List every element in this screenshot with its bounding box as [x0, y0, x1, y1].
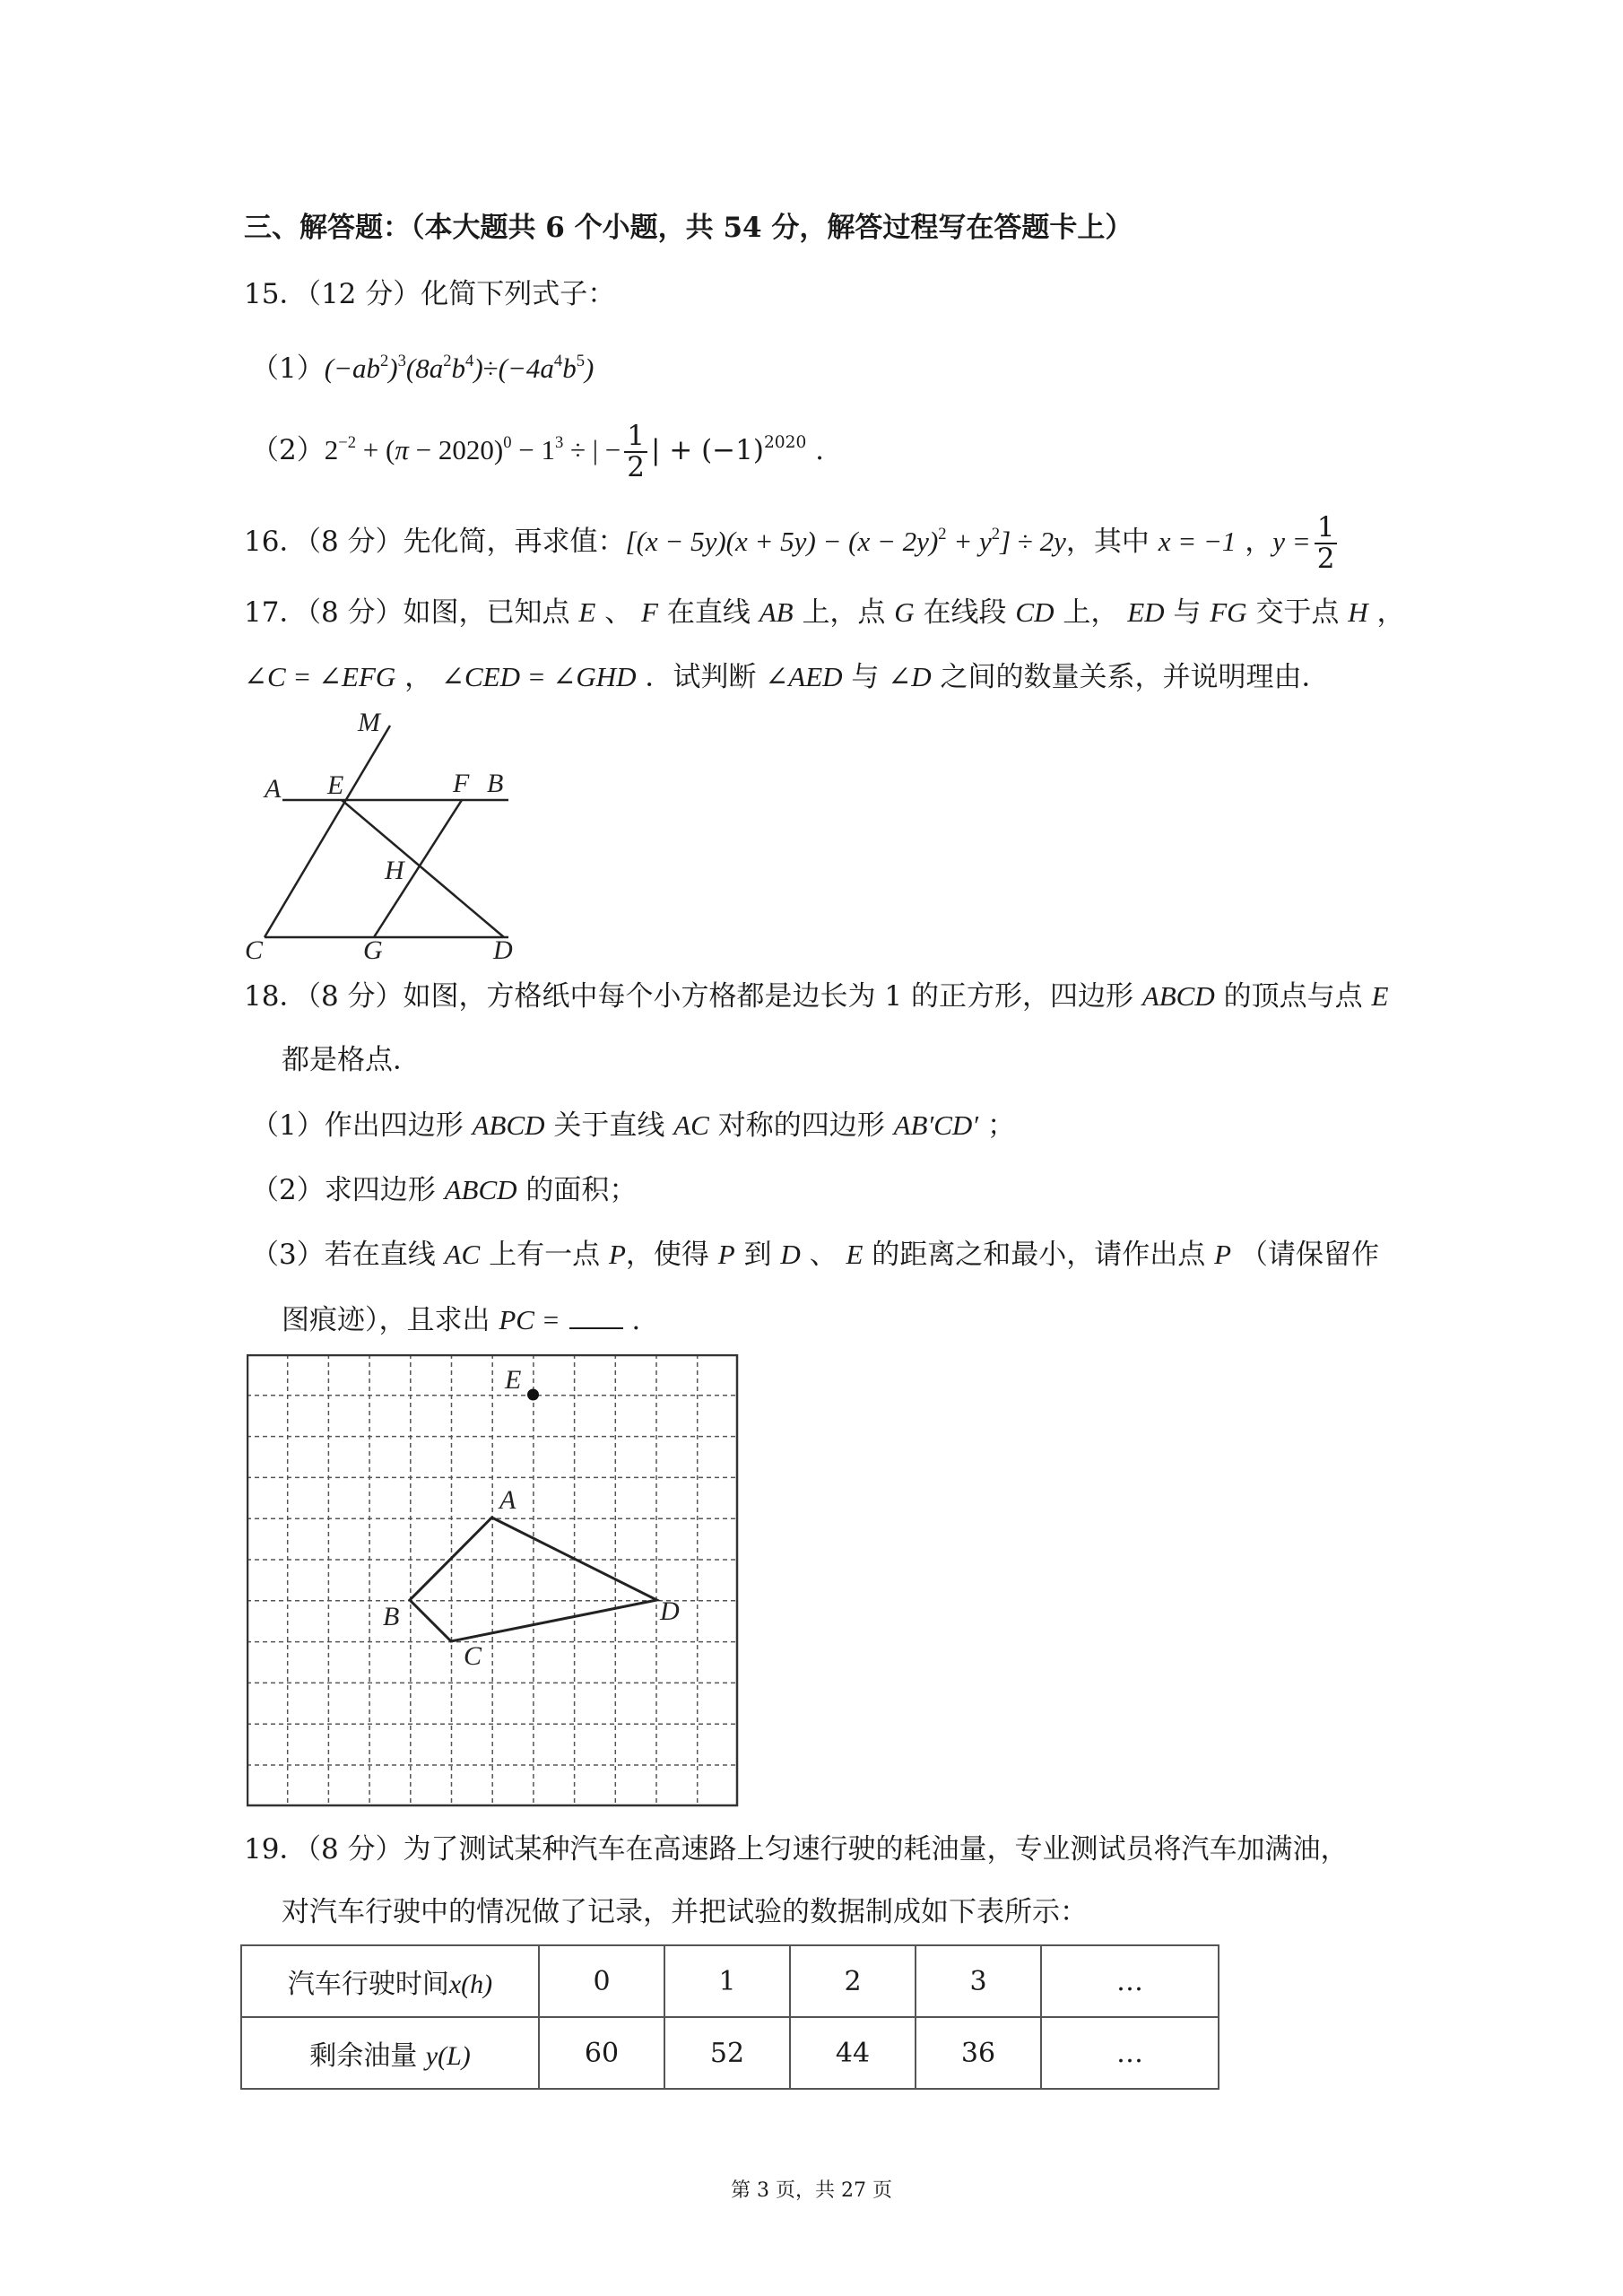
- table-cell: 0: [539, 1945, 664, 2017]
- grid-label-C: C: [464, 1641, 482, 1671]
- page-footer: 第 3 页，共 27 页: [731, 2179, 892, 2202]
- q18-part3-line2: 图痕迹），且求出 PC = .: [282, 1303, 641, 1336]
- table-cell: 52: [664, 2017, 790, 2089]
- section-title: 三、解答题：（本大题共 6 个小题，共 54 分，解答过程写在答题卡上）: [244, 212, 1133, 244]
- q18-grid-figure: [247, 1354, 740, 1807]
- grid-label-D: D: [660, 1596, 680, 1626]
- label-F: F: [453, 769, 470, 798]
- table-cell: 2: [790, 1945, 916, 2017]
- q18-part2: （2）求四边形 ABCD 的面积；: [251, 1174, 638, 1206]
- q15-header: 15．（12 分）化简下列式子：: [244, 278, 616, 310]
- q15-part2: $(2)2^{-2} + (\pi - 2020)^0 - 1^3$ ÷ | − $\frac{1}{2}$ | + $(-1)^{2020}$ .: [251, 420, 825, 483]
- q16-line: 16．（8 分）先化简，再求值：$[(x - 5y)(x + 5y) - (x - 2y)^2 + y^2] \div 2y$，其中 x = −1 ，y = $\frac{1}{2}$: [244, 513, 1341, 573]
- table-header-cell: 汽车行驶时间x(h): [241, 1945, 539, 2017]
- grid-label-E: E: [505, 1365, 522, 1395]
- label-M: M: [358, 708, 380, 737]
- grid-label-A: A: [499, 1485, 516, 1515]
- table-cell: 3: [916, 1945, 1041, 2017]
- q19-line1: 19．（8 分）为了测试某种汽车在高速路上匀速行驶的耗油量，专业测试员将汽车加满油，: [244, 1833, 1349, 1866]
- table-cell: …: [1041, 1945, 1219, 2017]
- q17-line1: 17．（8 分）如图，已知点 E 、 F 在直线 AB 上，点 G 在线段 CD 上， ED 与 FG 交于点 H ，: [244, 596, 1405, 629]
- label-A: A: [265, 774, 282, 804]
- q18-part3: （3）若在直线 AC 上有一点 P，使得 P 到 D 、 E 的距离之和最小，请作出点 P （请保留作: [251, 1239, 1379, 1271]
- table-cell: 1: [664, 1945, 790, 2017]
- label-B: B: [487, 769, 504, 798]
- table-row: [241, 2017, 1219, 2089]
- q18-line1: 18．（8 分）如图，方格纸中每个小方格都是边长为 1 的正方形，四边形 ABCD 的顶点与点 E: [244, 980, 1389, 1013]
- label-D: D: [493, 935, 513, 965]
- table-row: [241, 1945, 1219, 2017]
- q17-line2: ∠C = ∠EFG ， ∠CED = ∠GHD ．试判断 ∠AED 与 ∠D 之间的数量关系，并说明理由．: [244, 661, 1330, 693]
- q18-line2: 都是格点．: [282, 1044, 421, 1076]
- data-table: [240, 1944, 1219, 2090]
- q15-part1: $(1)(-ab^2)^3(8a^2b^4)\div(-4a^4b^5)$: [251, 351, 595, 385]
- q18-part1: （1）作出四边形 ABCD 关于直线 AC 对称的四边形 AB′CD′ ；: [251, 1109, 1015, 1142]
- table-cell: 36: [916, 2017, 1041, 2089]
- label-G: G: [363, 935, 383, 965]
- label-E: E: [327, 770, 344, 800]
- label-H: H: [385, 856, 404, 885]
- table-header-cell: 剩余油量 y(L): [241, 2017, 539, 2089]
- q17-figure: [238, 704, 534, 973]
- answer-blank[interactable]: [569, 1302, 623, 1329]
- label-C: C: [245, 935, 264, 965]
- table-cell: …: [1041, 2017, 1219, 2089]
- q19-line2: 对汽车行驶中的情况做了记录，并把试验的数据制成如下表所示：: [282, 1896, 1088, 1928]
- table-cell: 44: [790, 2017, 916, 2089]
- table-cell: 60: [539, 2017, 664, 2089]
- grid-label-B: B: [383, 1602, 400, 1631]
